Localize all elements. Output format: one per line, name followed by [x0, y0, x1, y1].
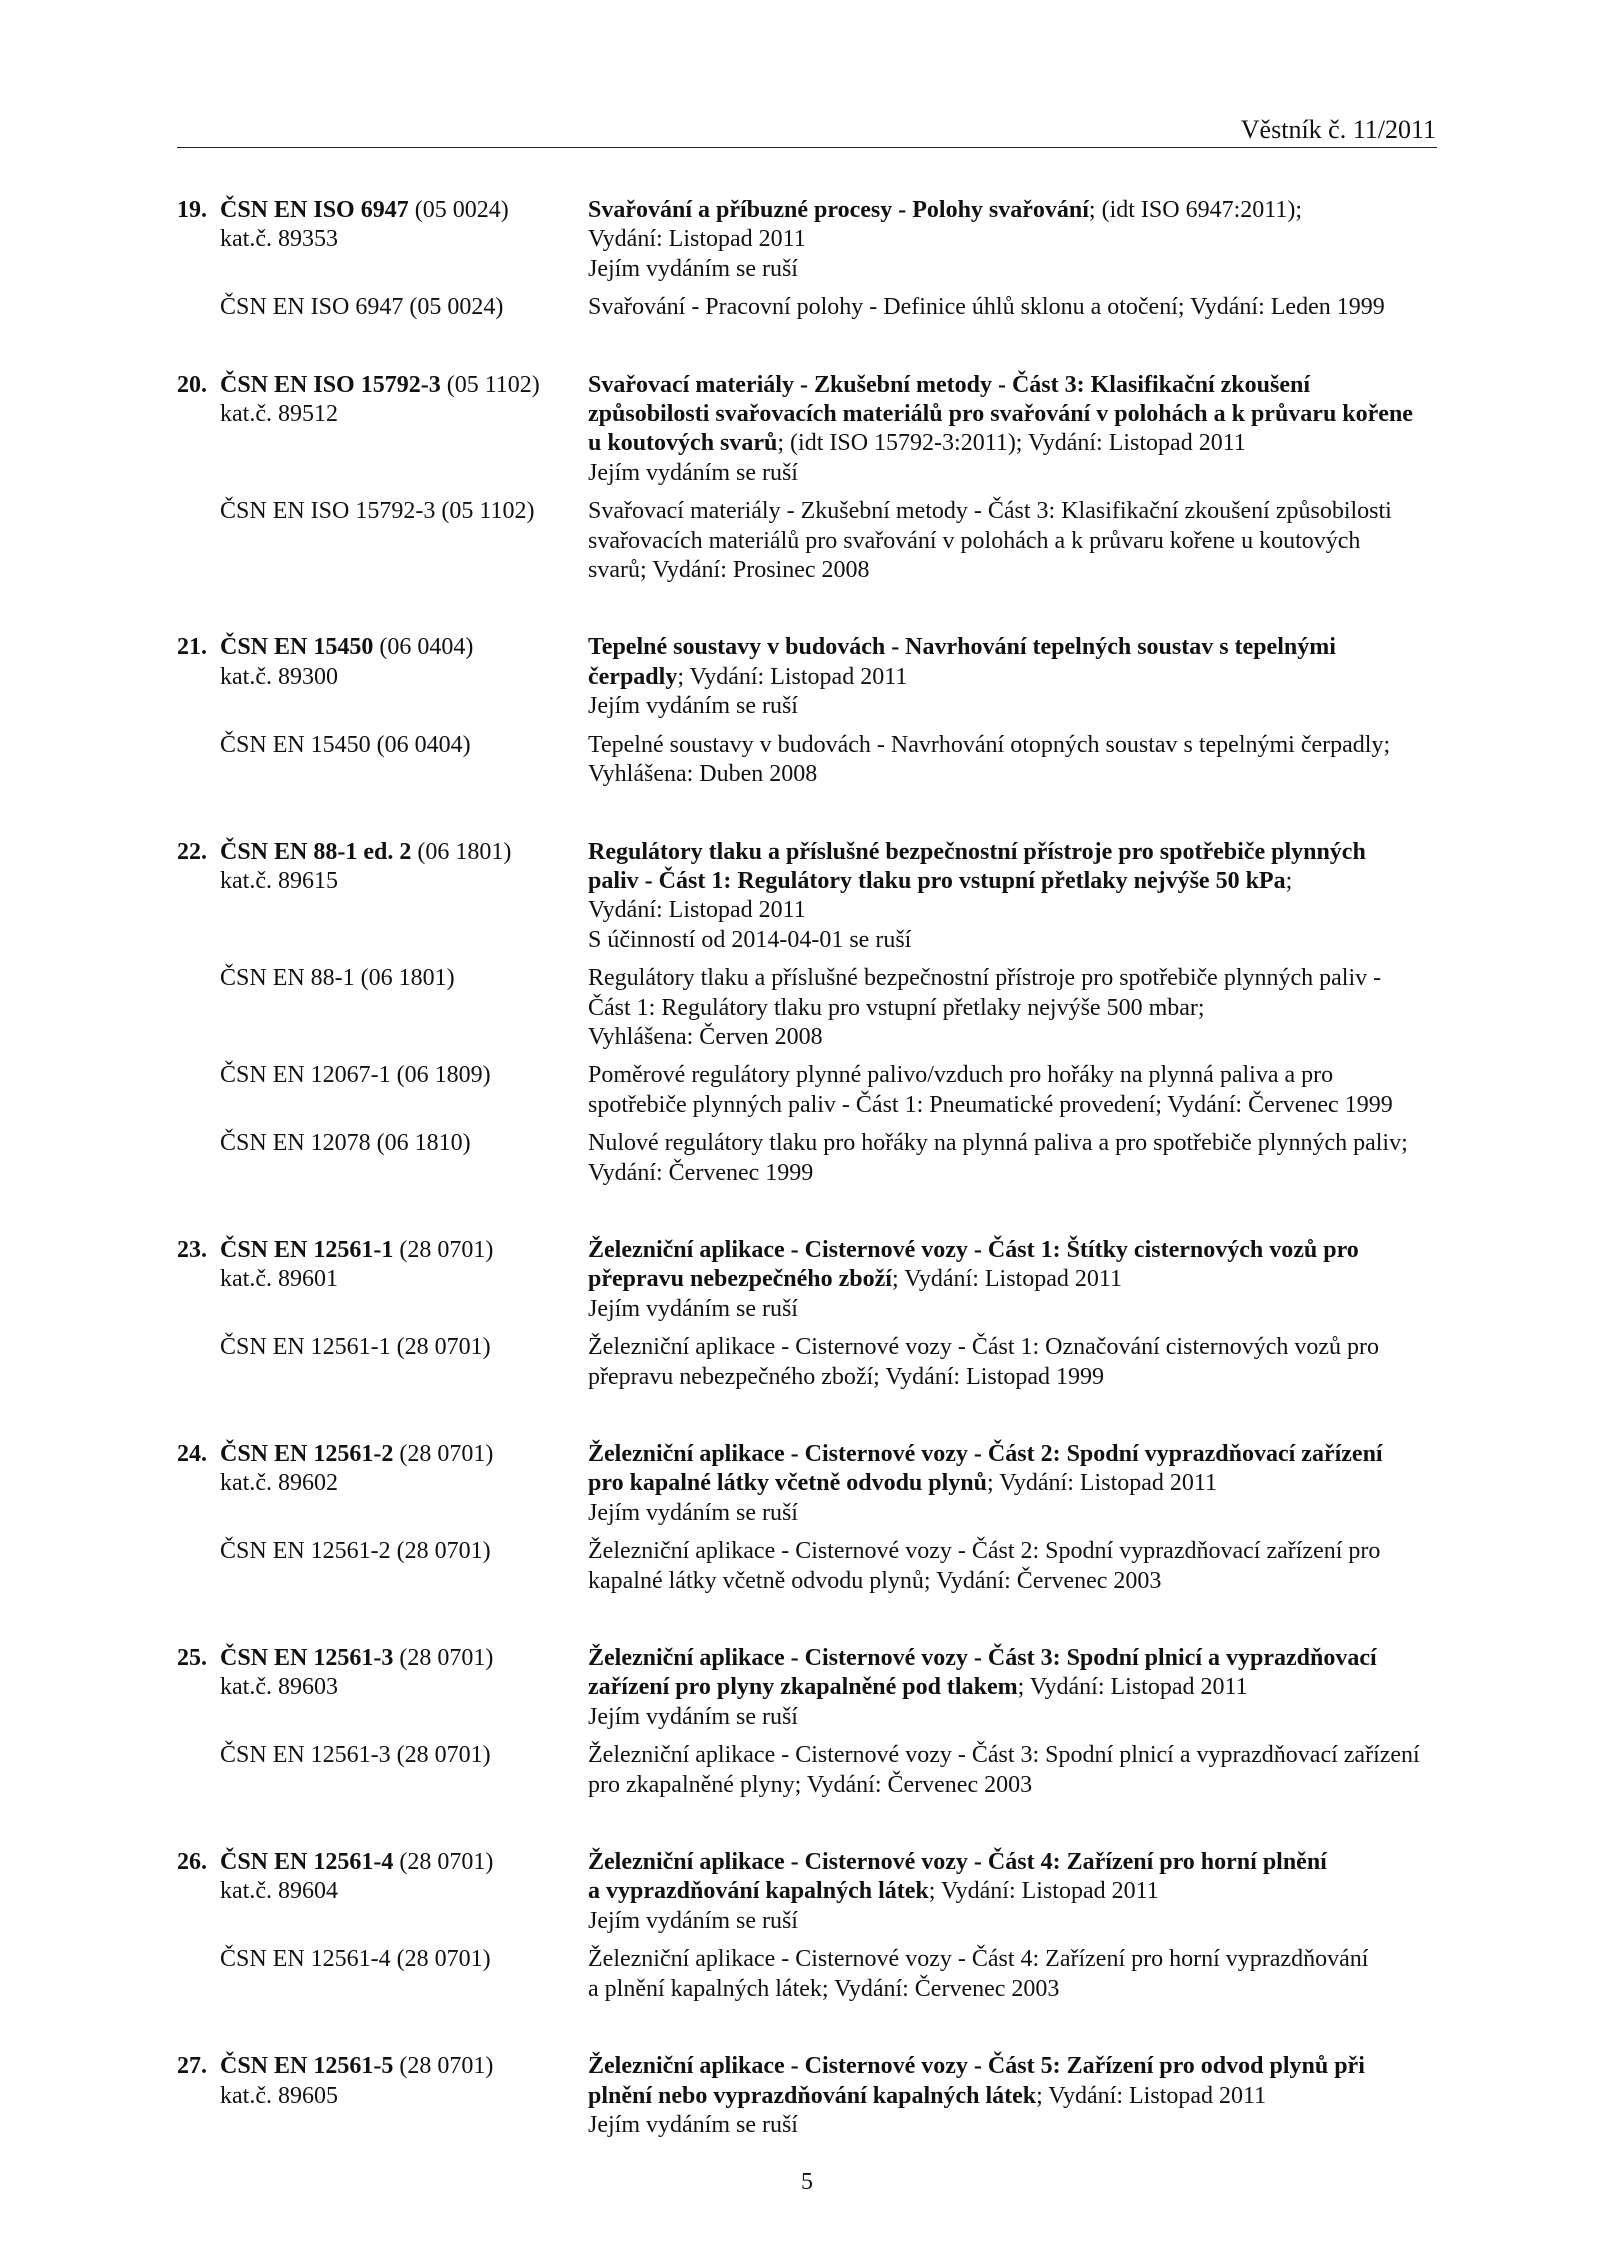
replaced-standard-identification	[177, 1741, 588, 1800]
designation-line	[177, 196, 588, 225]
entry-number: 27.	[177, 2053, 207, 2080]
standard-entry	[177, 196, 1439, 323]
title-line: Jejím vydáním se ruší	[588, 459, 798, 486]
title-line	[588, 1265, 1359, 1294]
plain-text: ; Vydání: Listopad 2011	[677, 663, 908, 690]
replaced-title-line-block	[588, 964, 1381, 1052]
designation-line	[177, 1440, 588, 1469]
new-standard	[177, 1644, 1439, 1732]
standard-designation: ČSN EN 12561-2	[220, 1441, 394, 1467]
replaced-standard	[177, 964, 1439, 1052]
replaced-title-line: Část 1: Regulátory tlaku pro vstupní přetlaky nejvýše 500 mbar;	[588, 994, 1205, 1021]
standard-entry	[177, 1440, 1439, 1596]
standard-designation: ČSN EN ISO 15792-3	[220, 371, 441, 398]
replaced-standard-identification	[177, 497, 588, 585]
entry-number: 24.	[177, 1441, 207, 1467]
new-standard-identification	[177, 633, 588, 721]
title-line: Vydání: Listopad 2011	[588, 226, 806, 253]
entry-number: 23.	[177, 1236, 207, 1263]
replaced-designation: ČSN EN ISO 15792-3 (05 1102)	[220, 498, 535, 525]
plain-text: ; Vydání: Listopad 2011	[928, 1878, 1159, 1905]
replaced-designation: ČSN EN 12067-1 (06 1809)	[220, 1062, 491, 1089]
bulletin-title: Věstník č. 11/2011	[1240, 115, 1436, 144]
new-standard-identification	[177, 838, 588, 956]
bold-title-text: u koutových svarů	[588, 430, 778, 457]
replaced-standard	[177, 1741, 1439, 1800]
standard-designation: ČSN EN ISO 6947	[220, 197, 409, 223]
replaced-designation: ČSN EN 15450 (06 0404)	[220, 731, 471, 758]
replaced-title-line-block	[588, 1945, 1368, 2004]
title-line-block	[588, 1848, 1327, 1936]
replaced-title-line-block	[588, 497, 1392, 585]
title-line	[588, 1848, 1327, 1877]
designation-line	[177, 1848, 588, 1877]
bold-title-text: paliv - Část 1: Regulátory tlaku pro vstupní přetlaky nejvýše 50 kPa	[588, 867, 1286, 894]
title-line	[588, 1877, 1327, 1906]
title-line	[588, 1469, 1383, 1498]
new-standard	[177, 1848, 1439, 1936]
standard-entry	[177, 838, 1439, 1188]
title-line	[588, 371, 1413, 400]
title-line-block	[588, 838, 1366, 956]
bold-title-text: zařízení pro plyny zkapalněné pod tlakem	[588, 1674, 1018, 1701]
new-standard-identification	[177, 1644, 588, 1732]
title-line-block	[588, 371, 1413, 489]
classification-code: (28 0701)	[399, 1441, 494, 1467]
catalog-number: kat.č. 89300	[220, 663, 338, 690]
new-standard	[177, 371, 1439, 489]
replaced-title-line: Poměrové regulátory plynné palivo/vzduch pro hořáky na plynná paliva a pro	[588, 1062, 1334, 1089]
title-line	[588, 867, 1366, 896]
standard-entry	[177, 1236, 1439, 1392]
new-standard	[177, 2052, 1439, 2140]
new-standard-identification	[177, 1440, 588, 1528]
replaced-standard-identification	[177, 1061, 588, 1120]
title-line-block	[588, 1440, 1383, 1528]
entry-number: 26.	[177, 1849, 207, 1876]
bold-title-text: Železniční aplikace - Cisternové vozy - Část 3: Spodní plnicí a vyprazdňovací	[588, 1645, 1377, 1672]
replaced-designation: ČSN EN 12078 (06 1810)	[220, 1130, 471, 1157]
bold-title-text: Železniční aplikace - Cisternové vozy - Část 4: Zařízení pro horní plnění	[588, 1849, 1327, 1876]
plain-text: ; Vydání: Listopad 2011	[891, 1266, 1122, 1293]
replaced-title-line: svarů; Vydání: Prosinec 2008	[588, 557, 870, 584]
replaced-title-line: Vydání: Červenec 1999	[588, 1159, 814, 1186]
replaced-standard	[177, 1945, 1439, 2004]
new-standard-identification	[177, 2052, 588, 2140]
bold-title-text: plnění nebo vyprazdňování kapalných látek	[588, 2082, 1037, 2109]
title-line-block	[588, 1236, 1359, 1324]
title-line	[588, 196, 1302, 225]
bold-title-text: způsobilosti svařovacích materiálů pro svařování v polohách a k průvaru kořene	[588, 401, 1413, 428]
replaced-standard-identification	[177, 1537, 588, 1596]
entry-number: 22.	[177, 838, 207, 865]
bold-title-text: Svařování a příbuzné procesy - Polohy svařování	[588, 197, 1089, 223]
new-standard-identification	[177, 1236, 588, 1324]
title-line	[588, 1440, 1383, 1469]
new-standard-identification	[177, 371, 588, 489]
replaced-title-line: kapalné látky včetně odvodu plynů; Vydání: Červenec 2003	[588, 1567, 1162, 1594]
replaced-title-line: Tepelné soustavy v budovách - Navrhování otopných soustav s tepelnými čerpadly;	[588, 731, 1391, 758]
replaced-standard	[177, 1537, 1439, 1596]
title-line-block	[588, 1644, 1377, 1732]
entry-number: 20.	[177, 371, 207, 398]
title-line-block	[588, 2052, 1365, 2140]
replaced-title-line-block	[588, 1333, 1379, 1392]
bold-title-text: Svařovací materiály - Zkušební metody - Část 3: Klasifikační zkoušení	[588, 371, 1311, 398]
replaced-title-line: spotřebiče plynných paliv - Část 1: Pneumatické provedení; Vydání: Červenec 1999	[588, 1091, 1393, 1118]
replaced-designation: ČSN EN 12561-4 (28 0701)	[220, 1946, 491, 1973]
replaced-title-line-block	[588, 1061, 1393, 1120]
replaced-title-line: přepravu nebezpečného zboží; Vydání: Listopad 1999	[588, 1363, 1105, 1390]
replaced-title-line: Železniční aplikace - Cisternové vozy - Část 1: Označování cisternových vozů pro	[588, 1334, 1380, 1361]
title-line	[588, 1236, 1359, 1265]
standard-designation: ČSN EN 12561-1	[220, 1236, 394, 1263]
replaced-title-line: Železniční aplikace - Cisternové vozy - Část 4: Zařízení pro horní vyprazdňování	[588, 1946, 1369, 1973]
plain-text: ;	[1285, 867, 1293, 894]
designation-line	[177, 1644, 588, 1673]
replaced-title-line: svařovacích materiálů pro svařování v polohách a k průvaru kořene u koutových	[588, 527, 1361, 554]
new-standard	[177, 1236, 1439, 1324]
title-line: Jejím vydáním se ruší	[588, 1907, 798, 1934]
replaced-standard-identification	[177, 1333, 588, 1392]
bold-title-text: Tepelné soustavy v budovách - Navrhování tepelných soustav s tepelnými	[588, 634, 1336, 661]
title-line	[588, 838, 1366, 867]
standards-list	[177, 196, 1439, 2188]
classification-code: (28 0701)	[399, 2053, 494, 2080]
replaced-standard	[177, 293, 1439, 322]
classification-code: (28 0701)	[399, 1849, 494, 1876]
replaced-designation: ČSN EN 12561-1 (28 0701)	[220, 1334, 491, 1361]
replaced-title-line-block	[588, 1537, 1380, 1596]
bold-title-text: Železniční aplikace - Cisternové vozy - Část 1: Štítky cisternových vozů pro	[588, 1236, 1359, 1263]
plain-text: ; (idt ISO 15792-3:2011); Vydání: Listopad 2011	[777, 430, 1246, 457]
catalog-number: kat.č. 89615	[220, 867, 338, 894]
replaced-title-line-block	[588, 1129, 1408, 1188]
replaced-standard-identification	[177, 964, 588, 1052]
replaced-standard-identification	[177, 293, 588, 322]
bold-title-text: pro kapalné látky včetně odvodu plynů	[588, 1470, 987, 1497]
replaced-title-line: a plnění kapalných látek; Vydání: Červenec 2003	[588, 1975, 1060, 2002]
plain-text: ; Vydání: Listopad 2011	[1036, 2082, 1267, 2109]
plain-text: ; (idt ISO 6947:2011);	[1088, 197, 1303, 223]
title-line-block	[588, 196, 1302, 284]
bold-title-text: čerpadly	[588, 663, 678, 690]
standard-entry	[177, 2052, 1439, 2140]
standard-designation: ČSN EN 15450	[220, 634, 374, 661]
page-header	[177, 114, 1437, 148]
replaced-standard	[177, 731, 1439, 790]
classification-code: (06 1801)	[417, 838, 512, 865]
plain-text: ; Vydání: Listopad 2011	[987, 1470, 1217, 1497]
replaced-title-line: Svařovací materiály - Zkušební metody - Část 3: Klasifikační zkoušení způsobilosti	[588, 498, 1392, 525]
replaced-standard-identification	[177, 731, 588, 790]
bold-title-text: Železniční aplikace - Cisternové vozy - Část 5: Zařízení pro odvod plynů při	[588, 2053, 1365, 2080]
catalog-number: kat.č. 89353	[220, 226, 338, 253]
replaced-standard-identification	[177, 1945, 588, 2004]
classification-code: (05 1102)	[446, 371, 540, 398]
new-standard	[177, 196, 1439, 284]
bold-title-text: Železniční aplikace - Cisternové vozy - Část 2: Spodní vyprazdňovací zařízení	[588, 1441, 1383, 1467]
classification-code: (06 0404)	[379, 634, 474, 661]
catalog-number: kat.č. 89602	[220, 1470, 338, 1497]
replaced-designation: ČSN EN ISO 6947 (05 0024)	[220, 294, 504, 321]
title-line	[588, 1644, 1377, 1673]
catalog-number: kat.č. 89605	[220, 2082, 338, 2109]
replaced-title-line: Železniční aplikace - Cisternové vozy - Část 2: Spodní vyprazdňovací zařízení pro	[588, 1538, 1381, 1565]
title-line: Jejím vydáním se ruší	[588, 1703, 798, 1730]
entry-number: 19.	[177, 197, 207, 223]
title-line: Jejím vydáním se ruší	[588, 255, 798, 282]
replaced-standard-identification	[177, 1129, 588, 1188]
bold-title-text: a vyprazdňování kapalných látek	[588, 1878, 929, 1905]
replaced-title-line: Vyhlášena: Duben 2008	[588, 761, 818, 788]
standard-designation: ČSN EN 12561-4	[220, 1849, 394, 1876]
title-line-block	[588, 633, 1336, 721]
page-number: 5	[801, 2169, 813, 2195]
designation-line	[177, 1236, 588, 1265]
classification-code: (05 0024)	[414, 197, 509, 223]
replaced-standard	[177, 497, 1439, 585]
replaced-title-line-block	[588, 731, 1390, 790]
title-line	[588, 400, 1413, 429]
designation-line	[177, 371, 588, 400]
plain-text: ; Vydání: Listopad 2011	[1017, 1674, 1248, 1701]
title-line: Vydání: Listopad 2011	[588, 897, 806, 924]
title-line: Jejím vydáním se ruší	[588, 693, 798, 720]
replaced-designation: ČSN EN 88-1 (06 1801)	[220, 965, 455, 992]
replaced-designation: ČSN EN 12561-2 (28 0701)	[220, 1538, 491, 1565]
title-line: Jejím vydáním se ruší	[588, 1499, 798, 1526]
title-line: Jejím vydáním se ruší	[588, 1295, 798, 1322]
catalog-number: kat.č. 89601	[220, 1266, 338, 1293]
new-standard-identification	[177, 196, 588, 284]
replaced-title-line: Nulové regulátory tlaku pro hořáky na plynná paliva a pro spotřebiče plynných paliv;	[588, 1130, 1408, 1157]
standard-entry	[177, 1848, 1439, 2004]
catalog-number: kat.č. 89512	[220, 401, 338, 428]
bold-title-text: Regulátory tlaku a příslušné bezpečnostní přístroje pro spotřebiče plynných	[588, 838, 1366, 865]
designation-line	[177, 2052, 588, 2081]
classification-code: (28 0701)	[399, 1645, 494, 1672]
replaced-standard	[177, 1333, 1439, 1392]
standard-designation: ČSN EN 12561-3	[220, 1645, 394, 1672]
replaced-standard	[177, 1061, 1439, 1120]
new-standard-identification	[177, 1848, 588, 1936]
title-line	[588, 1673, 1377, 1702]
title-line	[588, 2052, 1365, 2081]
replaced-title-line-block	[588, 1741, 1420, 1800]
replaced-title-line: Svařování - Pracovní polohy - Definice úhlů sklonu a otočení; Vydání: Leden 1999	[588, 294, 1385, 321]
standard-entry	[177, 633, 1439, 789]
replaced-title-line: Vyhlášena: Červen 2008	[588, 1023, 823, 1050]
title-line: Jejím vydáním se ruší	[588, 2111, 798, 2138]
replaced-designation: ČSN EN 12561-3 (28 0701)	[220, 1742, 491, 1769]
catalog-number: kat.č. 89603	[220, 1674, 338, 1701]
title-line: S účinností od 2014-04-01 se ruší	[588, 926, 912, 953]
standard-entry	[177, 371, 1439, 586]
entry-number: 25.	[177, 1645, 207, 1672]
entry-number: 21.	[177, 634, 207, 661]
new-standard	[177, 838, 1439, 956]
standard-designation: ČSN EN 88-1 ed. 2	[220, 838, 412, 865]
designation-line	[177, 633, 588, 662]
replaced-title-line-block	[588, 293, 1385, 322]
new-standard	[177, 633, 1439, 721]
replaced-title-line: pro zkapalněné plyny; Vydání: Červenec 2003	[588, 1771, 1033, 1798]
standard-designation: ČSN EN 12561-5	[220, 2053, 394, 2080]
designation-line	[177, 838, 588, 867]
new-standard	[177, 1440, 1439, 1528]
standard-entry	[177, 1644, 1439, 1800]
replaced-title-line: Regulátory tlaku a příslušné bezpečnostní přístroje pro spotřebiče plynných paliv -	[588, 965, 1382, 992]
title-line	[588, 2082, 1365, 2111]
bold-title-text: přepravu nebezpečného zboží	[588, 1266, 892, 1293]
replaced-title-line: Železniční aplikace - Cisternové vozy - Část 3: Spodní plnicí a vyprazdňovací zařízení	[588, 1742, 1420, 1769]
replaced-standard	[177, 1129, 1439, 1188]
catalog-number: kat.č. 89604	[220, 1878, 338, 1905]
title-line	[588, 633, 1336, 662]
title-line	[588, 429, 1413, 458]
title-line	[588, 663, 1336, 692]
classification-code: (28 0701)	[399, 1236, 494, 1263]
